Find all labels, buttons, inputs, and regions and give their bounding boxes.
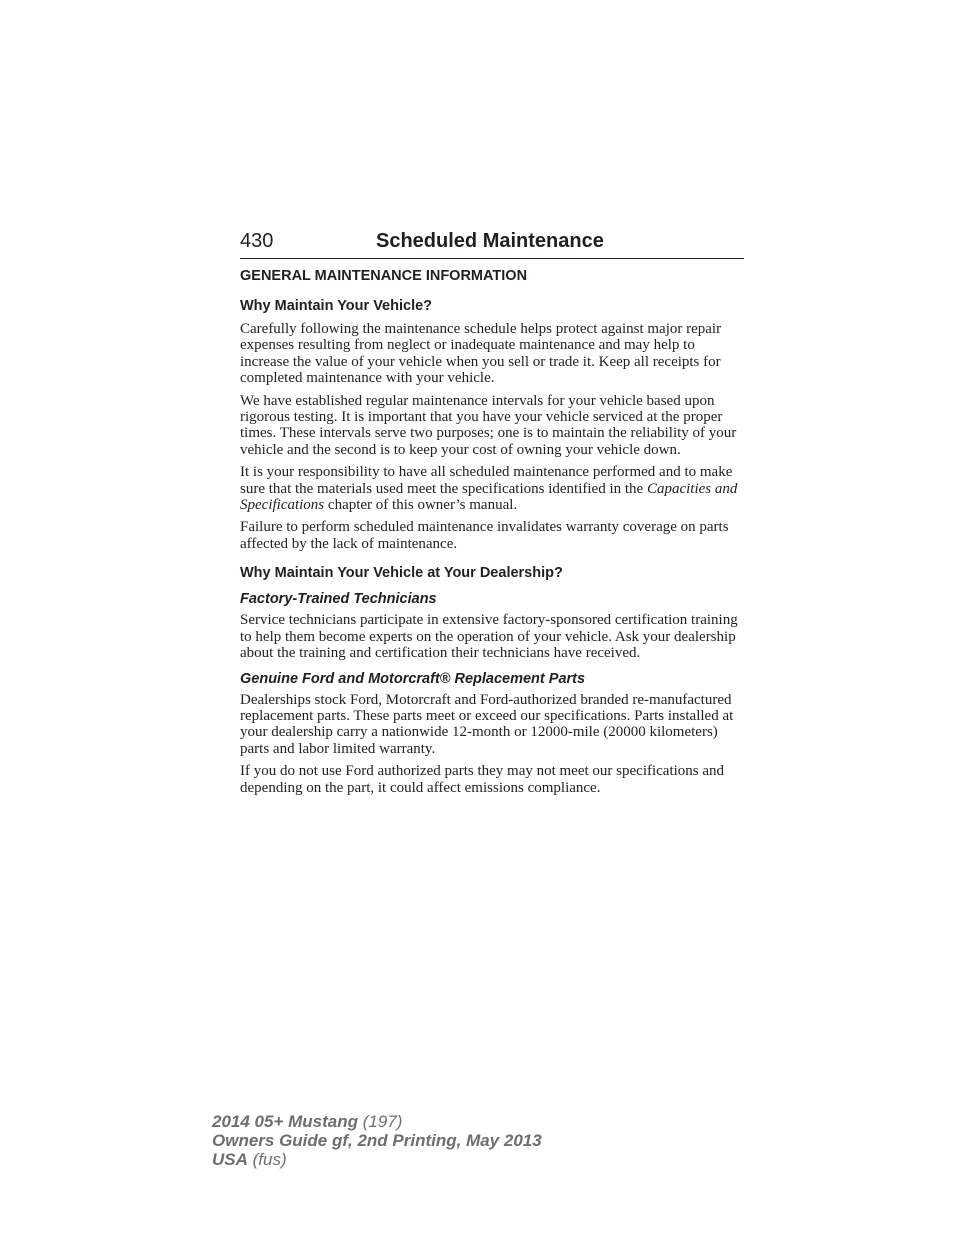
why-maintain-paragraph-2: We have established regular maintenance intervals for your vehicle based upon rigorous testing. It is important that you have your vehicle serviced at the proper times. These intervals serve two purposes; one is to maintain the reliability of your vehicle and the second is to keep your cost of owning your vehicle down. xyxy=(240,392,737,458)
chapter-title: Scheduled Maintenance xyxy=(376,230,604,252)
footer-market-code: (fus) xyxy=(252,1150,287,1169)
section-title: GENERAL MAINTENANCE INFORMATION xyxy=(240,268,528,284)
why-maintain-heading: Why Maintain Your Vehicle? xyxy=(240,298,433,314)
page-number: 430 xyxy=(240,230,274,252)
why-maintain-paragraph-1: Carefully following the maintenance schedule helps protect against major repair expenses resulting from neglect or inadequate maintenance and may help to increase the value of your vehicle when you sell or trade it. Keep all receipts for completed maintenance with your vehicle. xyxy=(240,321,722,387)
technicians-heading: Factory-Trained Technicians xyxy=(240,591,437,608)
technicians-paragraph: Service technicians participate in extensive factory-sponsored certification training to help them become experts on the operation of your vehicle. Ask your dealership about the training and certification their technicians have received. xyxy=(240,612,738,662)
parts-heading: Genuine Ford and Motorcraft® Replacement Parts xyxy=(240,670,586,687)
capacities-specifications-reference: Capacities and Specifications xyxy=(240,480,738,514)
parts-paragraph-1: Dealerships stock Ford, Motorcraft and Ford-authorized branded re-manufactured replacement parts. These parts meet or exceed our specifications. Parts installed at your dealership carry a nationwide 12-month or 12000-mile (20000 kilometers) parts and labor limited warranty. xyxy=(240,691,734,757)
page-header xyxy=(240,228,744,259)
footer-printing: Owners Guide gf, 2nd Printing, May 2013 xyxy=(212,1131,542,1150)
footer-model: 2014 05+ Mustang xyxy=(212,1112,358,1131)
paragraph-3-text-start: It is your responsibility to have all scheduled maintenance performed and to make sure that the materials used meet the specifications identified in the xyxy=(240,464,733,497)
footer-line-3 xyxy=(212,1150,542,1169)
parts-paragraph-2: If you do not use Ford authorized parts they may not meet our specifications and depending on the part, it could affect emissions compliance. xyxy=(240,763,725,796)
page-footer xyxy=(212,1112,542,1169)
page-content xyxy=(240,228,744,802)
dealership-heading: Why Maintain Your Vehicle at Your Dealership? xyxy=(240,565,563,582)
footer-market: USA xyxy=(212,1150,248,1169)
why-maintain-paragraph-4: Failure to perform scheduled maintenance invalidates warranty coverage on parts affected by the lack of maintenance. xyxy=(240,519,729,552)
footer-line-1 xyxy=(212,1112,542,1131)
footer-line-2 xyxy=(212,1131,542,1150)
why-maintain-paragraph-3 xyxy=(240,464,744,513)
footer-model-code: (197) xyxy=(362,1112,403,1131)
paragraph-3-text-end: chapter of this owner’s manual. xyxy=(324,497,518,514)
